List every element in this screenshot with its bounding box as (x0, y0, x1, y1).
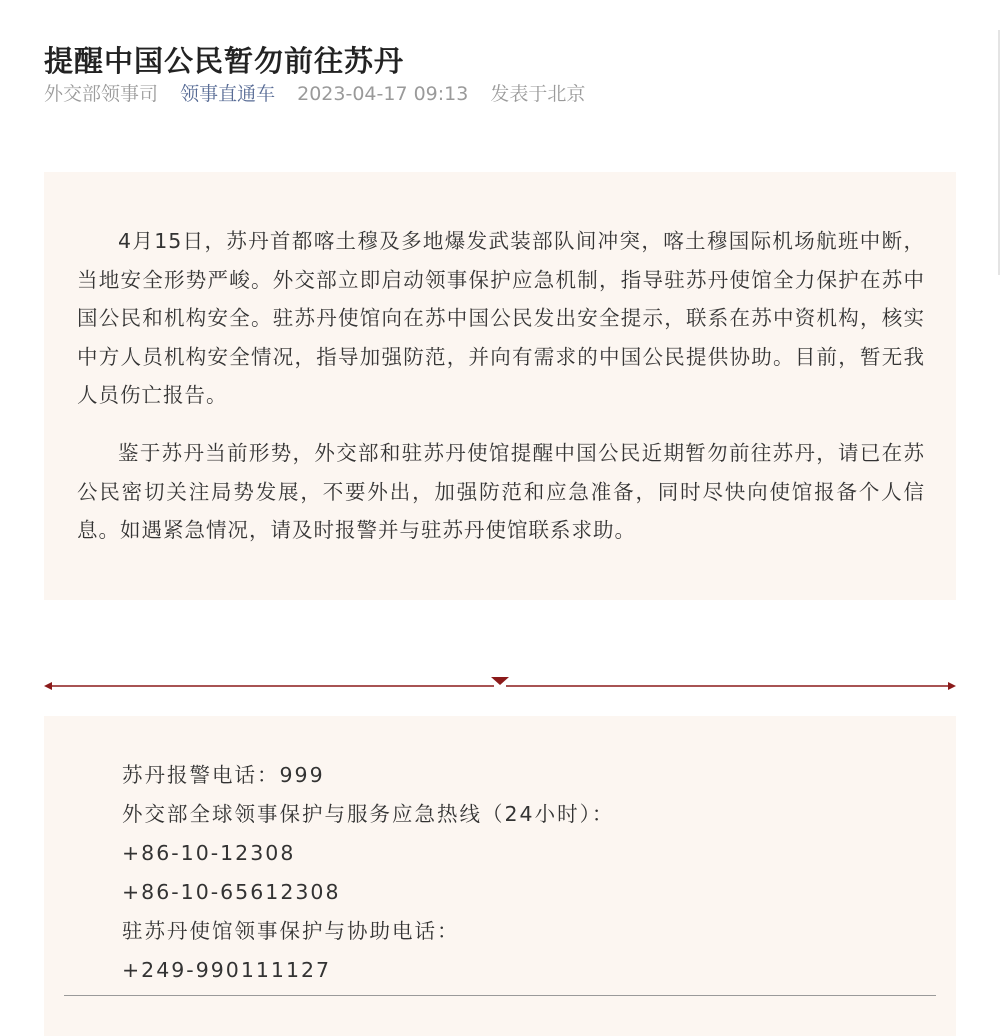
article-title: 提醒中国公民暂勿前往苏丹 (44, 44, 405, 79)
notice-paragraph-2: 鉴于苏丹当前形势，外交部和驻苏丹使馆提醒中国公民近期暂勿前往苏丹，请已在苏公民密切关注局势发展，不要外出，加强防范和应急准备，同时尽快向使馆报备个人信息。如遇紧急情况，请及时报警并与驻苏丹使馆联系求助。 (77, 441, 925, 542)
contact-line-hotline-label: 外交部全球领事保护与服务应急热线（24小时）： (122, 802, 615, 826)
section-divider (44, 672, 956, 692)
notice-paragraph-1: 4月15日，苏丹首都喀土穆及多地爆发武装部队间冲突，喀土穆国际机场航班中断，当地安全形势严峻。外交部立即启动领事保护应急机制，指导驻苏丹使馆全力保护在苏中国公民和机构安全。驻苏丹使馆向在苏中国公民发出安全提示，联系在苏中资机构，核实中方人员机构安全情况，指导加强防范，并向有需求的中国公民提供协助。目前，暂无我人员伤亡报告。 (77, 229, 925, 407)
contact-line-police: 苏丹报警电话：999 (122, 763, 325, 787)
divider-arrow-right (948, 682, 956, 690)
contacts-divider (64, 995, 936, 996)
contact-line-embassy-phone: +249-990111127 (122, 958, 332, 982)
divider-arrow-center (491, 677, 509, 685)
publish-location: 发表于北京 (490, 83, 586, 105)
contact-line-embassy-label: 驻苏丹使馆领事保护与协助电话： (122, 919, 460, 943)
contact-line-hotline-2: +86-10-65612308 (122, 880, 341, 904)
article-meta (44, 78, 601, 110)
account-name-link[interactable]: 领事直通车 (180, 83, 276, 105)
author-name: 外交部领事司 (44, 83, 159, 105)
publish-time: 2023-04-17 09:13 (297, 83, 469, 105)
divider-arrow-left (44, 682, 52, 690)
notice-panel (44, 172, 956, 600)
contacts-panel (44, 716, 956, 1036)
contact-line-hotline-1: +86-10-12308 (122, 841, 296, 865)
